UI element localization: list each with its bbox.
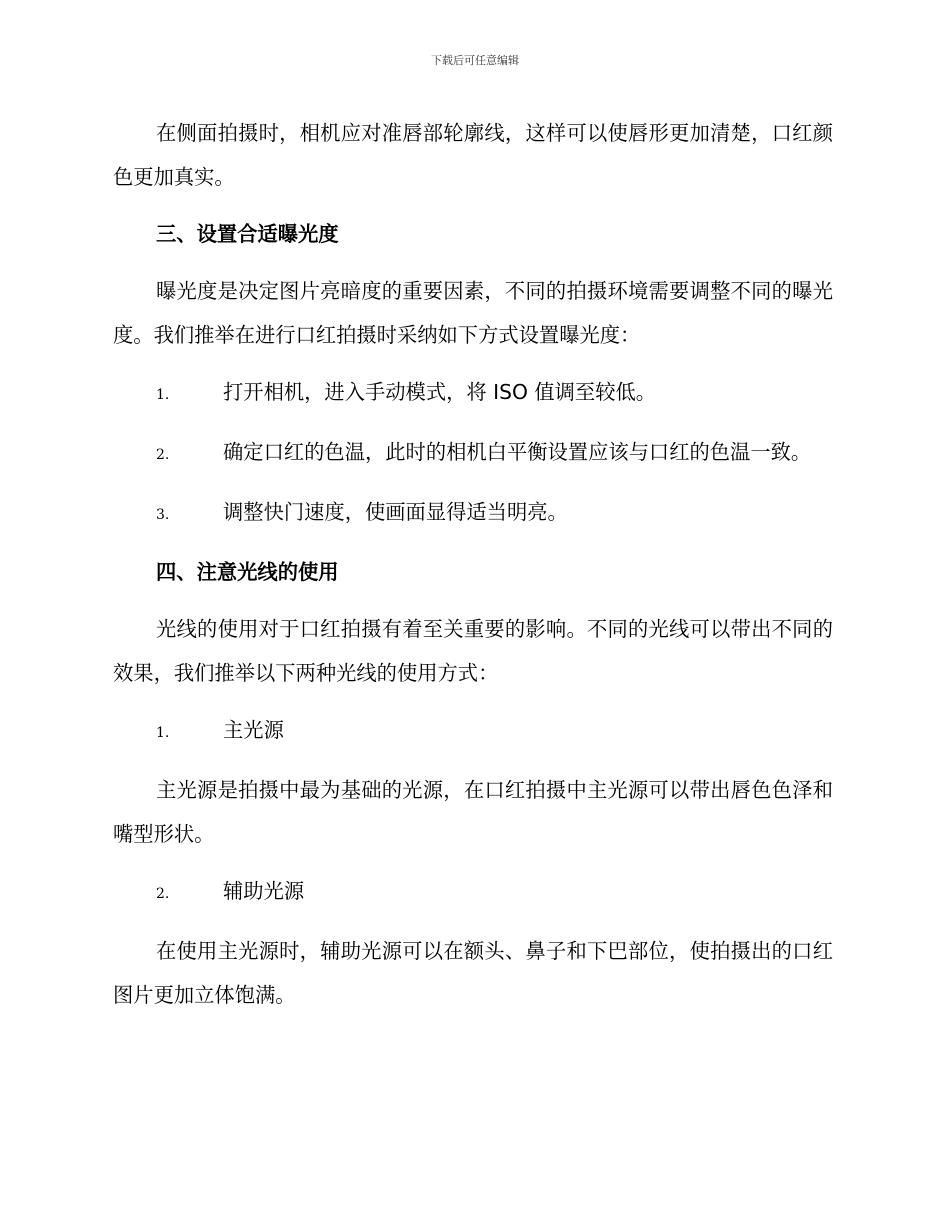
- list-item-number: 3.: [156, 507, 170, 523]
- list-item: [113, 370, 833, 417]
- list-item: [113, 430, 833, 477]
- list-item: [113, 490, 833, 537]
- list-item-text: 打开相机，进入手动模式，将 ISO 值调至较低。: [223, 380, 657, 404]
- page-header: 下载后可任意编辑: [431, 54, 519, 67]
- section-heading: 四、注意光线的使用: [156, 560, 339, 584]
- section-heading: 三、设置合适曝光度: [156, 222, 339, 246]
- list-item-text: 主光源: [223, 718, 284, 742]
- paragraph: 光线的使用对于口红拍摄有着至关重要的影响。不同的光线可以带出不同的效果，我们推举以下两种光线的使用方式：: [113, 617, 833, 685]
- list-item-number: 2.: [156, 886, 170, 902]
- paragraph: 在使用主光源时，辅助光源可以在额头、鼻子和下巴部位，使拍摄出的口红图片更加立体饱满。: [113, 939, 833, 1007]
- list-item-number: 1.: [156, 387, 170, 403]
- list-item-text: 确定口红的色温，此时的相机白平衡设置应该与口红的色温一致。: [223, 440, 812, 464]
- paragraph: 曝光度是决定图片亮暗度的重要因素，不同的拍摄环境需要调整不同的曝光度。我们推举在进行口红拍摄时采纳如下方式设置曝光度：: [113, 279, 833, 347]
- list-item: [113, 869, 833, 916]
- document-body: [113, 111, 833, 1030]
- list-item-number: 1.: [156, 725, 170, 741]
- list-item-text: 辅助光源: [223, 879, 305, 903]
- list-item-number: 2.: [156, 447, 170, 463]
- list-item-text: 调整快门速度，使画面显得适当明亮。: [223, 500, 568, 524]
- paragraph: 在侧面拍摄时，相机应对准唇部轮廓线，这样可以使唇形更加清楚，口红颜色更加真实。: [113, 121, 833, 189]
- list-item: [113, 708, 833, 755]
- paragraph: 主光源是拍摄中最为基础的光源，在口红拍摄中主光源可以带出唇色色泽和嘴型形状。: [113, 778, 833, 846]
